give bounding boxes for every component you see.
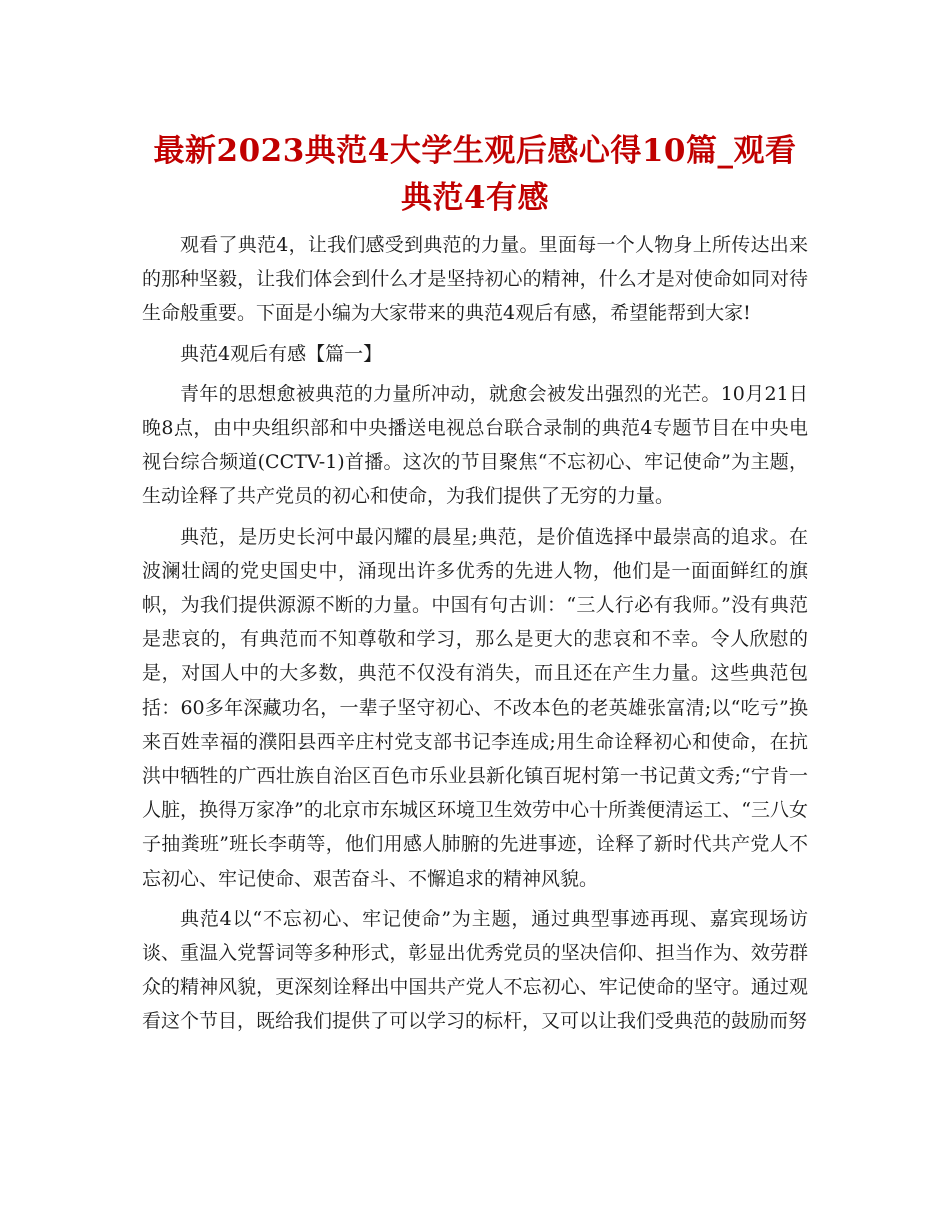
document-body	[142, 228, 808, 1045]
intro-paragraph: 观看了典范4，让我们感受到典范的力量。里面每一个人物身上所传达出来的那种坚毅，让我们体会到什么才是坚持初心的精神，什么才是对使命如同对待生命般重要。下面是小编为大家带来的典范4观后有感，希望能帮到大家!	[142, 234, 808, 325]
body-paragraph: 典范，是历史长河中最闪耀的晨星;典范，是价值选择中最崇高的追求。在波澜壮阔的党史国史中，涌现出许多优秀的先进人物，他们是一面面鲜红的旗帜，为我们提供源源不断的力量。中国有句古训：“三人行必有我师。”没有典范是悲哀的，有典范而不知尊敬和学习，那么是更大的悲哀和不幸。令人欣慰的是，对国人中的大多数，典范不仅没有消失，而且还在产生力量。这些典范包括：60多年深藏功名，一辈子坚守初心、不改本色的老英雄张富清;以“吃亏”换来百姓幸福的濮阳县西辛庄村党支部书记李连成;用生命诠释初心和使命，在抗洪中牺牲的广西壮族自治区百色市乐业县新化镇百坭村第一书记黄文秀;“宁肯一人脏，换得万家净”的北京市东城区环境卫生效劳中心十所粪便清运工、“三八女子抽粪班”班长李萌等，他们用感人肺腑的先进事迹，诠释了新时代共产党人不忘初心、牢记使命、艰苦奋斗、不懈追求的精神风貌。	[142, 525, 808, 890]
section-heading: 典范4观后有感【篇一】	[180, 342, 383, 365]
body-paragraph: 典范4以“不忘初心、牢记使命”为主题，通过典型事迹再现、嘉宾现场访谈、重温入党誓词等多种形式，彰显出优秀党员的坚决信仰、担当作为、效劳群众的精神风貌，更深刻诠释出中国共产党人不忘初心、牢记使命的坚守。通过观看这个节目，既给我们提供了可以学习的标杆，又可以让我们受典范的鼓励而努	[142, 907, 808, 1033]
document-title: 最新2023典范4大学生观后感心得10篇_观看典范4有感	[153, 133, 797, 216]
body-paragraph: 青年的思想愈被典范的力量所冲动，就愈会被发出强烈的光芒。10月21日晚8点，由中央组织部和中央播送电视总台联合录制的典范4专题节目在中央电视台综合频道(CCTV-1)首播。这次的节目聚焦“不忘初心、牢记使命”为主题，生动诠释了共产党员的初心和使命，为我们提供了无穷的力量。	[142, 382, 808, 508]
